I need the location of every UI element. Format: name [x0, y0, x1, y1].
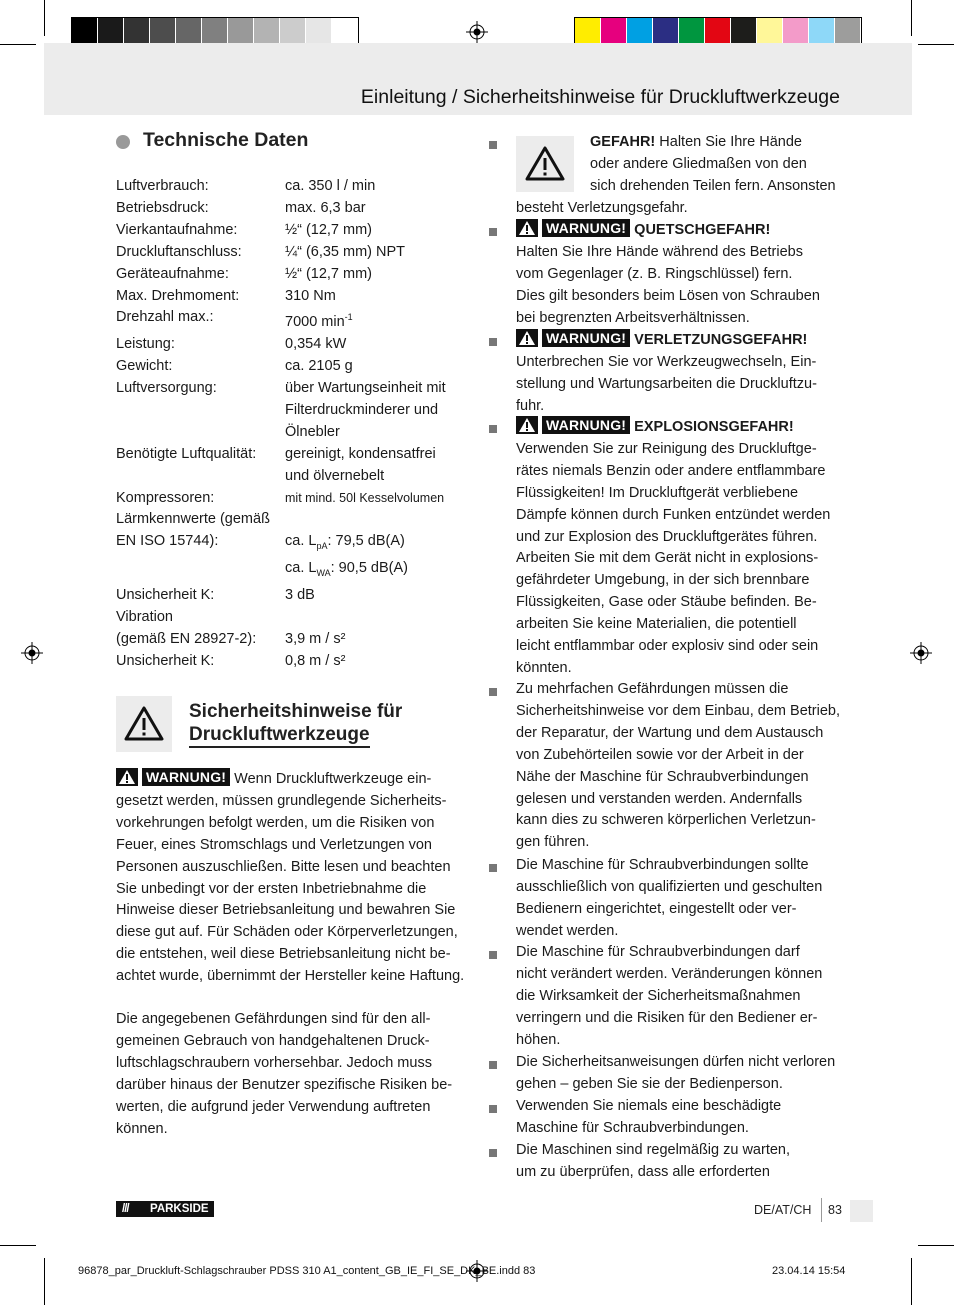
bullet-line: Die Sicherheitsanweisungen dürfen nicht verloren — [516, 1054, 836, 1070]
warning-line: Flüssigkeiten! Im Druckluftgerät verbliebene — [516, 484, 799, 501]
safety-title-line1: Sicherheitshinweise für — [189, 701, 403, 722]
spec-row — [116, 286, 476, 308]
warning-badge: WARNUNG! — [142, 768, 230, 786]
warning-triangle-badge-icon — [116, 768, 138, 786]
spec-row — [116, 558, 476, 585]
bullet-line: kann dies zu schweren körperlichen Verletzun- — [516, 812, 816, 829]
warning-line: Unterbrechen Sie vor Werkzeugwechseln, Ein- — [516, 353, 817, 370]
safety-title — [189, 700, 402, 748]
list-bullet — [489, 1105, 497, 1113]
spec-row — [116, 356, 476, 378]
list-bullet — [489, 141, 497, 149]
safety-paragraph-2 — [116, 1009, 476, 1140]
warning-triangle-badge-icon — [516, 329, 538, 347]
danger-line: Halten Sie Ihre Hände — [655, 134, 802, 150]
file-info: 96878_par_Druckluft-Schlagschrauber PDSS 310 A1_content_GB_IE_FI_SE_DK_BE.indd 83 — [78, 1265, 536, 1277]
country-code: DE/AT/CH — [754, 1203, 812, 1217]
bullet-item — [516, 942, 846, 1052]
spec-key: Lärmkennwerte (gemäß — [116, 511, 270, 528]
spec-row — [116, 400, 476, 422]
crop-mark — [918, 44, 954, 45]
color-swatch — [653, 18, 679, 46]
spec-value-suffix: : 90,5 dB(A) — [330, 560, 408, 577]
color-swatch — [124, 18, 150, 46]
intro-line: die entstehen, weil diese Betriebsanleitung nicht be- — [116, 946, 451, 963]
list-bullet — [489, 864, 497, 872]
bullet-item — [516, 1052, 846, 1096]
warning-block-2 — [516, 329, 846, 418]
spec-unit-sup: -1 — [344, 312, 353, 323]
bullet-line: von Zubehörteilen sowie vor der Arbeit in der — [516, 746, 804, 763]
spec-row — [116, 629, 476, 651]
color-swatch — [176, 18, 202, 46]
crop-mark — [0, 44, 36, 45]
crop-mark — [918, 1245, 954, 1246]
spec-value: gereinigt, kondensatfrei — [285, 445, 436, 462]
list-bullet — [489, 338, 497, 346]
spec-key: Gewicht: — [116, 358, 173, 375]
warning-title: QUETSCHGEFAHR! — [630, 222, 771, 238]
spec-row — [116, 220, 476, 242]
warning-line: und zur Explosion des Druckluftgerätes führen. — [516, 528, 818, 545]
paragraph-line: luftschlagschraubern vorhersehbar. Jedoch muss — [116, 1054, 432, 1071]
spec-value: ca. $L_{WA}$: 90,5 dB(A) — [285, 560, 408, 579]
spec-value-suffix: : 79,5 dB(A) — [327, 533, 405, 550]
warning-line: Flüssigkeiten, Gase oder Stäube befinden. Be- — [516, 594, 817, 611]
spec-value: mit mind. 50l Kesselvolumen — [285, 490, 445, 505]
spec-row — [116, 334, 476, 356]
print-date: 23.04.14 15:54 — [772, 1265, 846, 1277]
bullet-line: um zu überprüfen, dass alle erforderten — [516, 1163, 770, 1180]
spec-value: 3 dB — [285, 586, 315, 603]
color-swatch — [809, 18, 835, 46]
list-bullet — [489, 425, 497, 433]
color-swatch — [280, 18, 306, 46]
list-bullet — [489, 228, 497, 236]
intro-line: Wenn Druckluftwerkzeuge ein- — [230, 771, 432, 787]
bullet-line: Maschine für Schraubverbindungen. — [516, 1119, 749, 1136]
warning-triangle-badge-icon — [516, 219, 538, 237]
warning-block-3 — [516, 416, 846, 680]
spec-key: Geräteaufnahme: — [116, 265, 229, 282]
section-title: Technische Daten — [143, 129, 309, 151]
color-swatch — [72, 18, 98, 46]
spec-value: 7000 $\min^{-1}$ — [285, 312, 353, 331]
danger-line: oder andere Gliedmaßen von den — [590, 155, 807, 172]
intro-line: Feuer, eines Stromschlags und Verletzungen von — [116, 836, 432, 853]
intro-line: Sie unbedingt vor der ersten Inbetriebnahme die — [116, 880, 427, 897]
warning-line: Halten Sie Ihre Hände während des Betriebs — [516, 243, 803, 260]
paragraph-line: können. — [116, 1120, 168, 1137]
spec-value: ca. 350 l / min — [285, 178, 376, 194]
spec-value: ½“ (12,7 mm) — [285, 221, 373, 238]
paragraph-line: werten, die aufgrund jeder Verwendung auftreten — [116, 1098, 431, 1115]
color-swatch — [228, 18, 254, 46]
bullet-item — [516, 855, 846, 943]
spec-unit-sub: pA — [316, 541, 328, 552]
warning-line: rätes niemals Benzin oder andere entflammbare — [516, 462, 826, 479]
spec-row — [116, 531, 476, 558]
bullet-item — [516, 1096, 846, 1140]
intro-line: achtet wurde, übernimmt der Hersteller keine Haftung. — [116, 968, 465, 985]
registration-mark-icon — [910, 642, 932, 664]
parkside-logo: /// PARKSIDE — [116, 1201, 214, 1217]
page-title: Einleitung / Sicherheitshinweise für Druckluftwerkzeuge — [360, 86, 840, 108]
bullet-line: der Reparatur, der Wartung und dem Austausch — [516, 724, 824, 741]
bullet-line: gehen – geben Sie sie der Bedienperson. — [516, 1075, 783, 1092]
color-swatch — [705, 18, 731, 46]
color-swatch — [731, 18, 757, 46]
warning-line: Verwenden Sie zur Reinigung des Druckluftge- — [516, 440, 817, 457]
spec-key: Betriebsdruck: — [116, 199, 209, 216]
spec-key: EN ISO 15744): — [116, 533, 219, 550]
warning-line: stellung und Wartungsarbeiten die Druckluftzu- — [516, 375, 817, 392]
warning-badge: WARNUNG! — [542, 416, 630, 434]
spec-key: Max. Drehmoment: — [116, 287, 240, 304]
color-swatch — [627, 18, 653, 46]
spec-table — [116, 176, 476, 673]
bullet-line: nicht verändert werden. Veränderungen können — [516, 965, 823, 982]
bullet-line: wendet werden. — [516, 922, 619, 939]
spec-row — [116, 466, 476, 488]
color-swatch — [601, 18, 627, 46]
list-bullet — [489, 688, 497, 696]
list-bullet — [489, 1149, 497, 1157]
bullet-line: Zu mehrfachen Gefährdungen müssen die — [516, 681, 789, 697]
spec-key: Leistung: — [116, 336, 175, 353]
color-swatch — [202, 18, 228, 46]
spec-row — [116, 307, 476, 334]
crop-mark — [911, 1258, 912, 1305]
color-swatch — [575, 18, 601, 46]
spec-value: max. 6,3 bar — [285, 199, 366, 216]
intro-line: Hinweise dieser Betriebsanleitung und bewahren Sie — [116, 902, 456, 919]
spec-key: Luftversorgung: — [116, 379, 217, 396]
spec-value: über Wartungseinheit mit — [285, 379, 446, 396]
page-number: 83 — [828, 1203, 842, 1217]
crop-mark — [44, 0, 45, 36]
warning-line: Dies gilt besonders beim Lösen von Schrauben — [516, 287, 820, 304]
crop-mark — [911, 0, 912, 36]
registration-mark-icon — [466, 21, 488, 43]
danger-icon-box — [516, 136, 574, 192]
spec-key — [116, 466, 285, 488]
warning-triangle-icon — [116, 696, 172, 752]
spec-key — [116, 558, 285, 585]
spec-row — [116, 585, 476, 607]
spec-value — [285, 607, 476, 629]
crop-mark — [44, 1258, 45, 1305]
warning-icon-box — [116, 696, 172, 752]
spec-key: Vierkantaufnahme: — [116, 221, 238, 238]
spec-key: Benötigte Luftqualität: — [116, 445, 257, 462]
spec-value: und ölvernebelt — [285, 467, 385, 484]
warning-line: vom Gegenlager (z. B. Ringschlüssel) fern. — [516, 265, 793, 282]
color-swatch — [757, 18, 783, 46]
warning-line: gefährdeter Umgebung, in der sich brennbare — [516, 572, 810, 589]
color-swatch — [254, 18, 280, 46]
warning-line: fuhr. — [516, 397, 545, 414]
bullet-line: Die Maschinen sind regelmäßig zu warten, — [516, 1142, 791, 1158]
safety-intro — [116, 768, 476, 988]
spec-row — [116, 242, 476, 264]
warning-line: Dämpfe können durch Funken entzündet werden — [516, 506, 831, 523]
bullet-item — [516, 679, 846, 854]
spec-row — [116, 444, 476, 466]
warning-block-1 — [516, 219, 846, 330]
spec-row — [116, 422, 476, 444]
spec-value: 0,8 m / s² — [285, 652, 346, 669]
warning-line: könnten. — [516, 659, 572, 676]
spec-value: ca. 2105 g — [285, 358, 353, 375]
crop-mark — [0, 1245, 36, 1246]
spec-key — [116, 422, 285, 444]
spec-value: Ölnebler — [285, 423, 340, 440]
bullet-line: Die Maschine für Schraubverbindungen sollte — [516, 857, 809, 873]
spec-row — [116, 607, 476, 629]
warning-line: Arbeiten Sie mit dem Gerät nicht in explosions- — [516, 550, 819, 567]
intro-line: vorkehrungen befolgt werden, um die Risiken von — [116, 814, 435, 831]
danger-line: sich drehenden Teilen fern. Ansonsten — [590, 177, 836, 194]
spec-key: Vibration — [116, 608, 173, 625]
spec-row — [116, 378, 476, 400]
page-tab — [850, 1200, 873, 1222]
bullet-line: gelesen und verstanden werden. Andernfalls — [516, 790, 803, 807]
safety-title-line2: Druckluftwerkzeuge — [189, 723, 370, 748]
spec-value: Filterdruckminderer und — [285, 401, 439, 418]
color-swatch — [783, 18, 809, 46]
paragraph-line: darüber hinaus der Benutzer spezifische Risiken be- — [116, 1076, 453, 1093]
footer-divider — [821, 1198, 822, 1222]
intro-line: Personen auszuschließen. Bitte lesen und beachten — [116, 858, 451, 875]
danger-text-top — [590, 132, 850, 198]
spec-key: Drehzahl max.: — [116, 309, 214, 326]
intro-line: gesetzt werden, müssen grundlegende Sicherheits- — [116, 792, 447, 809]
danger-text-bottom: besteht Verletzungsgefahr. — [516, 200, 688, 216]
spec-key — [116, 400, 285, 422]
spec-row — [116, 176, 476, 198]
spec-key: Luftverbrauch: — [116, 178, 209, 194]
bullet-line: Sicherheitshinweise vor dem Einbau, dem Betrieb, — [516, 702, 840, 719]
warning-badge: WARNUNG! — [542, 329, 630, 347]
spec-row — [116, 488, 476, 510]
color-swatch — [835, 18, 861, 46]
warning-line: arbeiten Sie keine Materialien, die potentiell — [516, 616, 797, 633]
bullet-line: höhen. — [516, 1031, 561, 1048]
spec-key: Unsicherheit K: — [116, 586, 215, 603]
bullet-item — [516, 1140, 846, 1184]
spec-key: Druckluftanschluss: — [116, 243, 242, 260]
spec-key: Unsicherheit K: — [116, 652, 215, 669]
bullet-line: die Wirksamkeit der Sicherheitsmaßnahmen — [516, 987, 801, 1004]
spec-row — [116, 509, 476, 531]
intro-line: diese gut auf. Für Schäden oder Körperverletzungen, — [116, 924, 458, 941]
spec-key: Kompressoren: — [116, 489, 215, 506]
section-bullet — [116, 135, 130, 149]
bullet-line: gen führen. — [516, 834, 590, 851]
color-swatch — [98, 18, 124, 46]
spec-value: ½“ (12,7 mm) — [285, 265, 373, 282]
bullet-line: ausschließlich von qualifizierten und geschulten — [516, 878, 823, 895]
warning-title: VERLETZUNGSGEFAHR! — [630, 332, 808, 348]
list-bullet — [489, 1061, 497, 1069]
spec-value: ca. $L_{pA}$: 79,5 dB(A) — [285, 533, 405, 552]
danger-triangle-icon — [516, 136, 574, 192]
warning-line: bei begrenzten Arbeitsverhältnissen. — [516, 309, 750, 326]
bullet-line: Nähe der Maschine für Schraubverbindungen — [516, 768, 809, 785]
spec-row — [116, 264, 476, 286]
color-swatch — [679, 18, 705, 46]
spec-row — [116, 198, 476, 220]
list-bullet — [489, 951, 497, 959]
spec-key: (gemäß EN 28927-2): — [116, 630, 257, 647]
spec-row — [116, 651, 476, 673]
spec-value: 0,354 kW — [285, 336, 347, 353]
color-swatch — [332, 18, 358, 46]
spec-value — [285, 509, 476, 531]
paragraph-line: Die angegebenen Gefährdungen sind für den all- — [116, 1011, 431, 1027]
color-swatch — [150, 18, 176, 46]
spec-value: 310 Nm — [285, 287, 336, 304]
warning-line: leicht entflammbar oder explosiv sind oder sein — [516, 638, 819, 655]
color-swatch — [306, 18, 332, 46]
registration-mark-icon — [21, 642, 43, 664]
spec-value: ¼“ (6,35 mm) NPT — [285, 243, 406, 260]
bullet-line: Die Maschine für Schraubverbindungen darf — [516, 944, 800, 960]
spec-unit-sub: WA — [316, 568, 331, 579]
paragraph-line: gemeinen Gebrauch von handgehaltenen Druck- — [116, 1032, 430, 1049]
bullet-line: Bedienern eingerichtet, eingestellt oder ver- — [516, 900, 797, 917]
spec-value: 3,9 m / s² — [285, 630, 346, 647]
warning-badge: WARNUNG! — [542, 219, 630, 237]
danger-label: GEFAHR! — [590, 134, 656, 150]
bullet-line: Verwenden Sie niemals eine beschädigte — [516, 1098, 782, 1114]
warning-title: EXPLOSIONSGEFAHR! — [630, 419, 794, 435]
bullet-line: verringern und die Risiken für den Bediener er- — [516, 1009, 818, 1026]
warning-triangle-badge-icon — [516, 416, 538, 434]
